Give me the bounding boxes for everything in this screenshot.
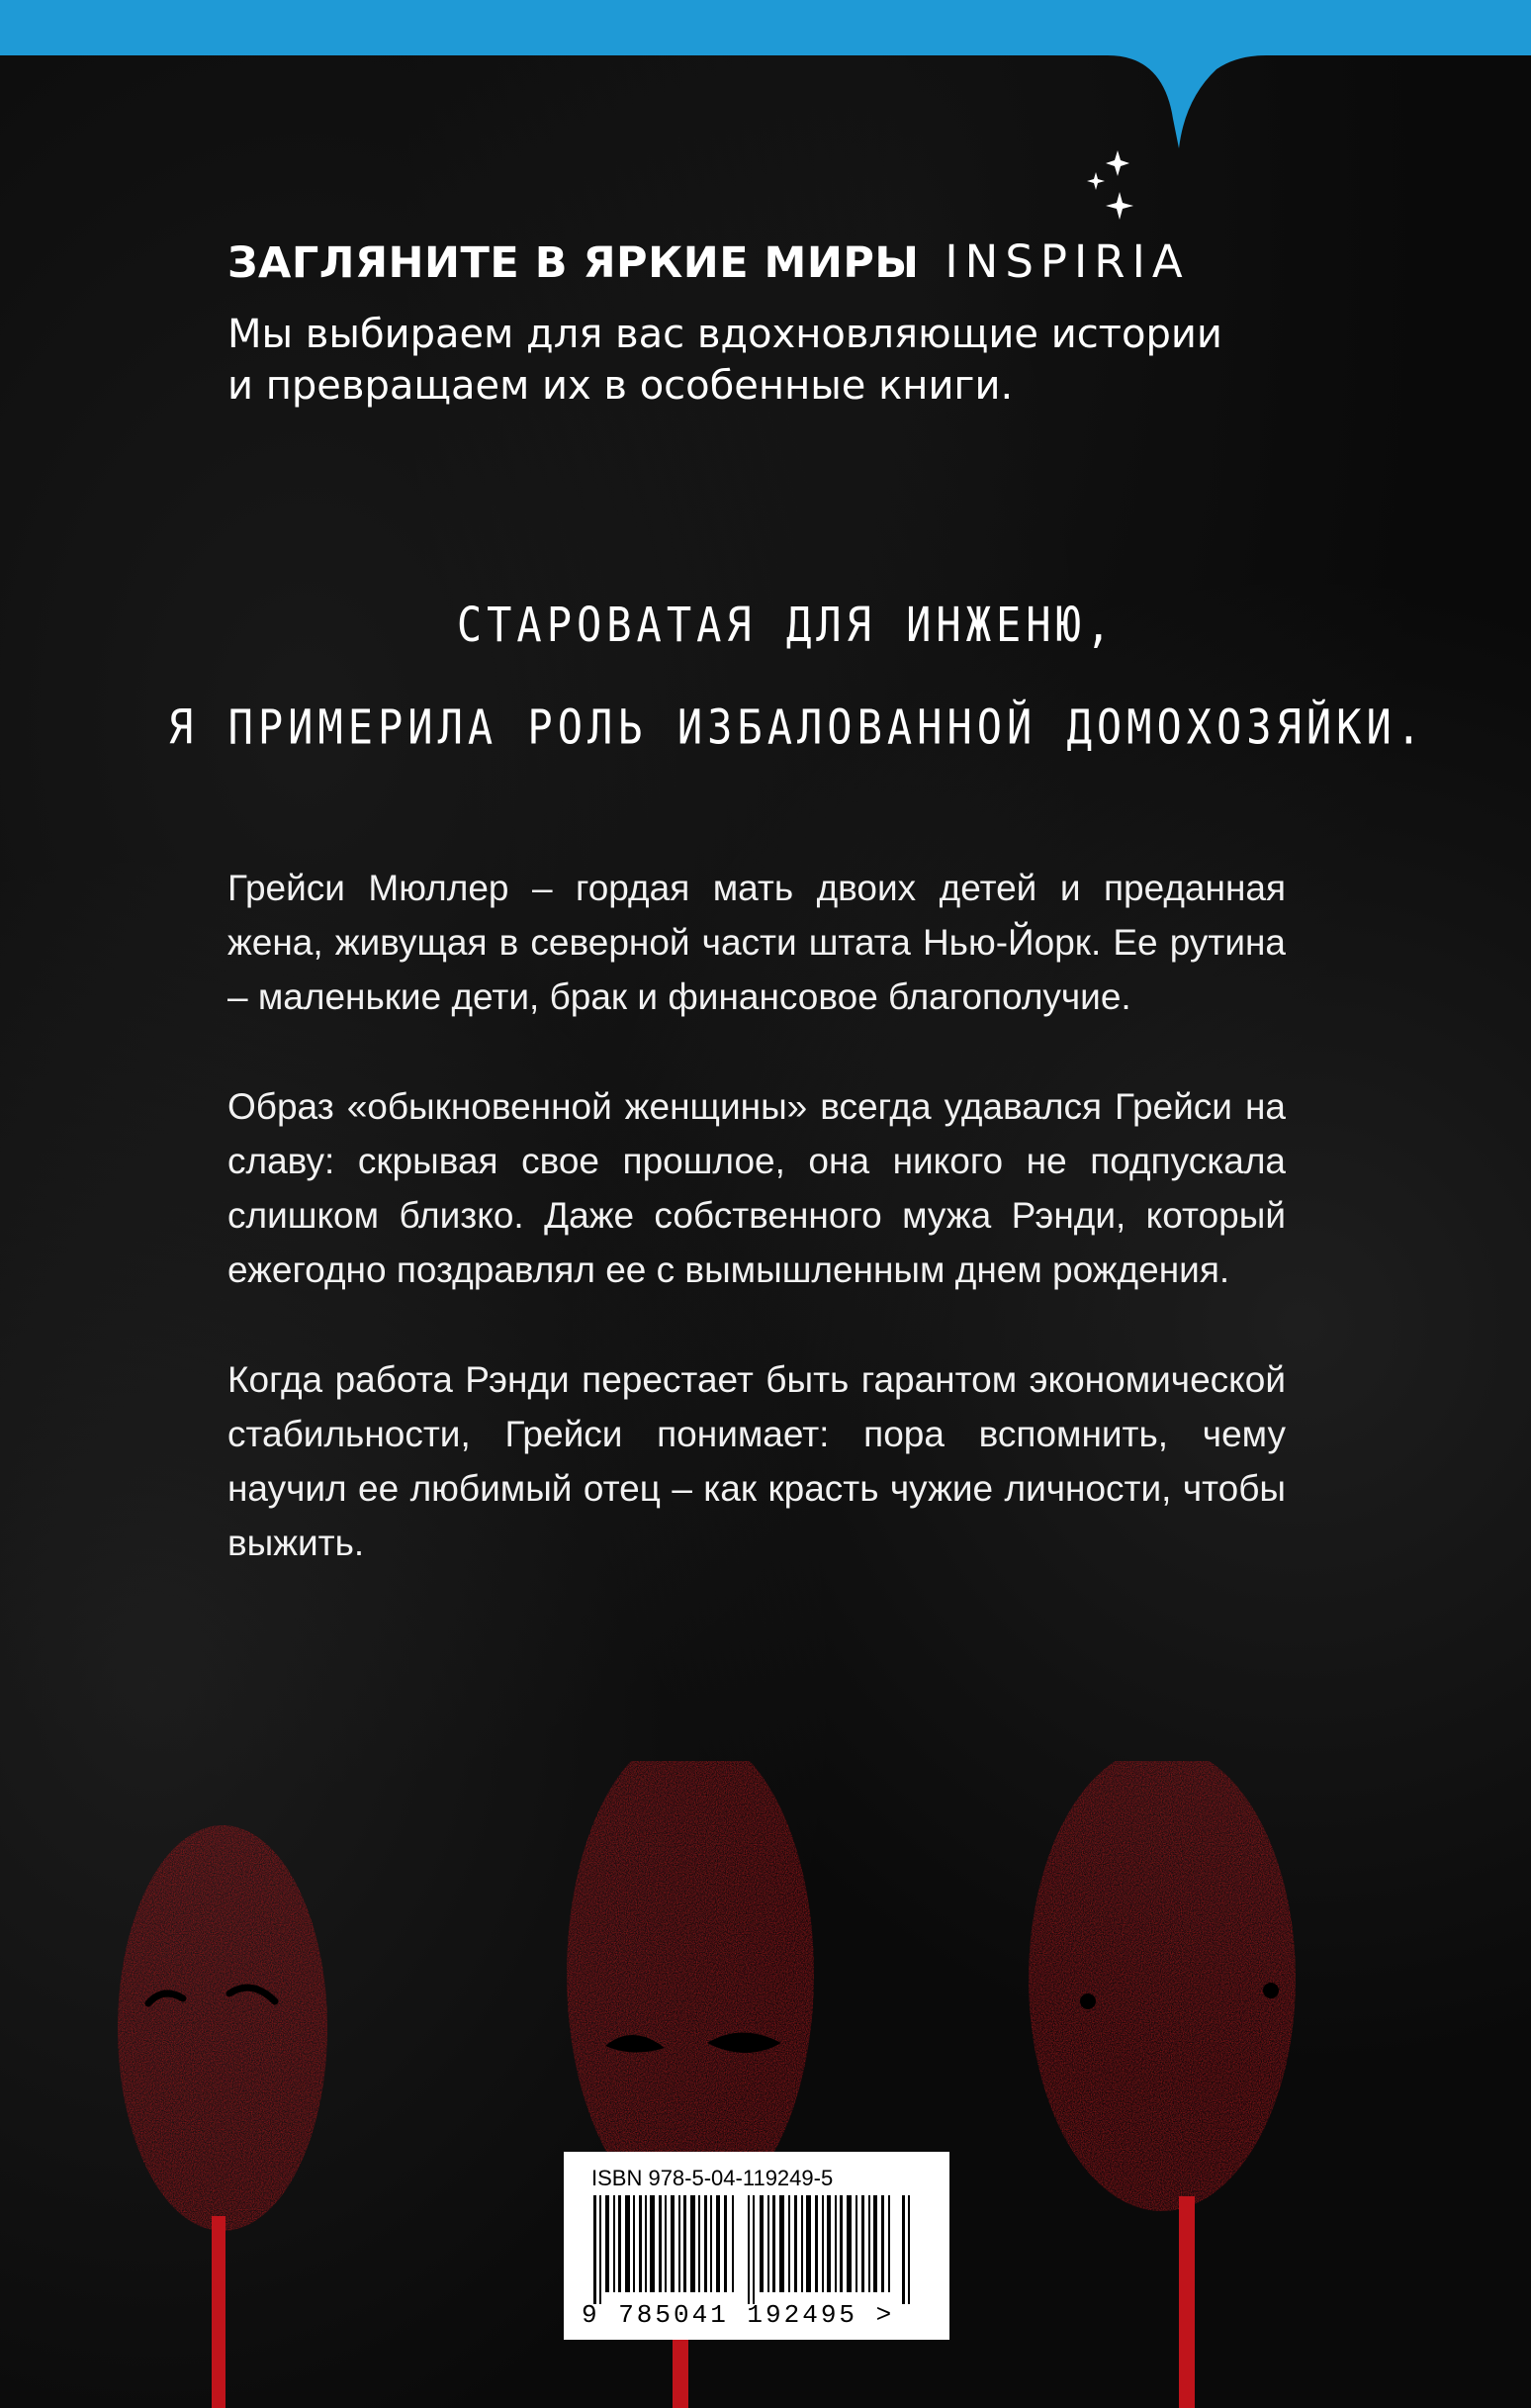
- quote-line-1: СТАРОВАТАЯ ДЛЯ ИНЖЕНЮ,: [456, 597, 1117, 653]
- brand-slogan: ЗАГЛЯНИТЕ В ЯРКИЕ МИРЫ: [227, 238, 920, 288]
- blurb-paragraph-3: Когда работа Рэнди перестает быть гарантом экономической стабильности, Грейси понимает: пора вспомнить, чему научил ее любимый отец – как красть чужие личности, чтобы выжить.: [227, 1359, 1286, 1563]
- sparkle-stars-icon: [1084, 148, 1143, 228]
- figure-left: [118, 1825, 327, 2408]
- quote-line-2: Я ПРИМЕРИЛА РОЛЬ ИЗБАЛОВАННОЙ ДОМОХОЗЯЙКИ.: [168, 698, 1427, 755]
- tab-notch-shape: [1068, 40, 1266, 148]
- ean-digits: 9 785041 192495 >: [582, 2300, 895, 2330]
- publisher-brand-line: [227, 235, 1315, 295]
- barcode-bars: [584, 2195, 930, 2304]
- blurb-paragraph-2: Образ «обыкновенной женщины» всегда удавался Грейси на славу: скрывая свое прошлое, она никого не подпускала слишком близко. Даже собственного мужа Рэнди, который ежегодно поздравлял ее с вымышленным днем рождения.: [227, 1086, 1286, 1290]
- top-blue-band: [0, 0, 1531, 55]
- isbn-number: ISBN 978-5-04-119249-5: [591, 2166, 834, 2190]
- publisher-name: INSPIRIA: [945, 235, 1190, 288]
- book-blurb: [227, 861, 1286, 1625]
- tagline-line-2: и превращаем их в особенные книги.: [227, 363, 1014, 409]
- isbn-barcode: [564, 2152, 949, 2340]
- handwritten-quote: [168, 574, 1427, 779]
- figure-right: [1029, 1761, 1296, 2408]
- publisher-tagline: [227, 309, 1365, 412]
- blurb-paragraph-1: Грейси Мюллер – гордая мать двоих детей и преданная жена, живущая в северной части штата Нью-Йорк. Ее рутина – маленькие дети, брак и финансовое благополучие.: [227, 868, 1286, 1017]
- tagline-line-1: Мы выбираем для вас вдохновляющие истории: [227, 312, 1222, 357]
